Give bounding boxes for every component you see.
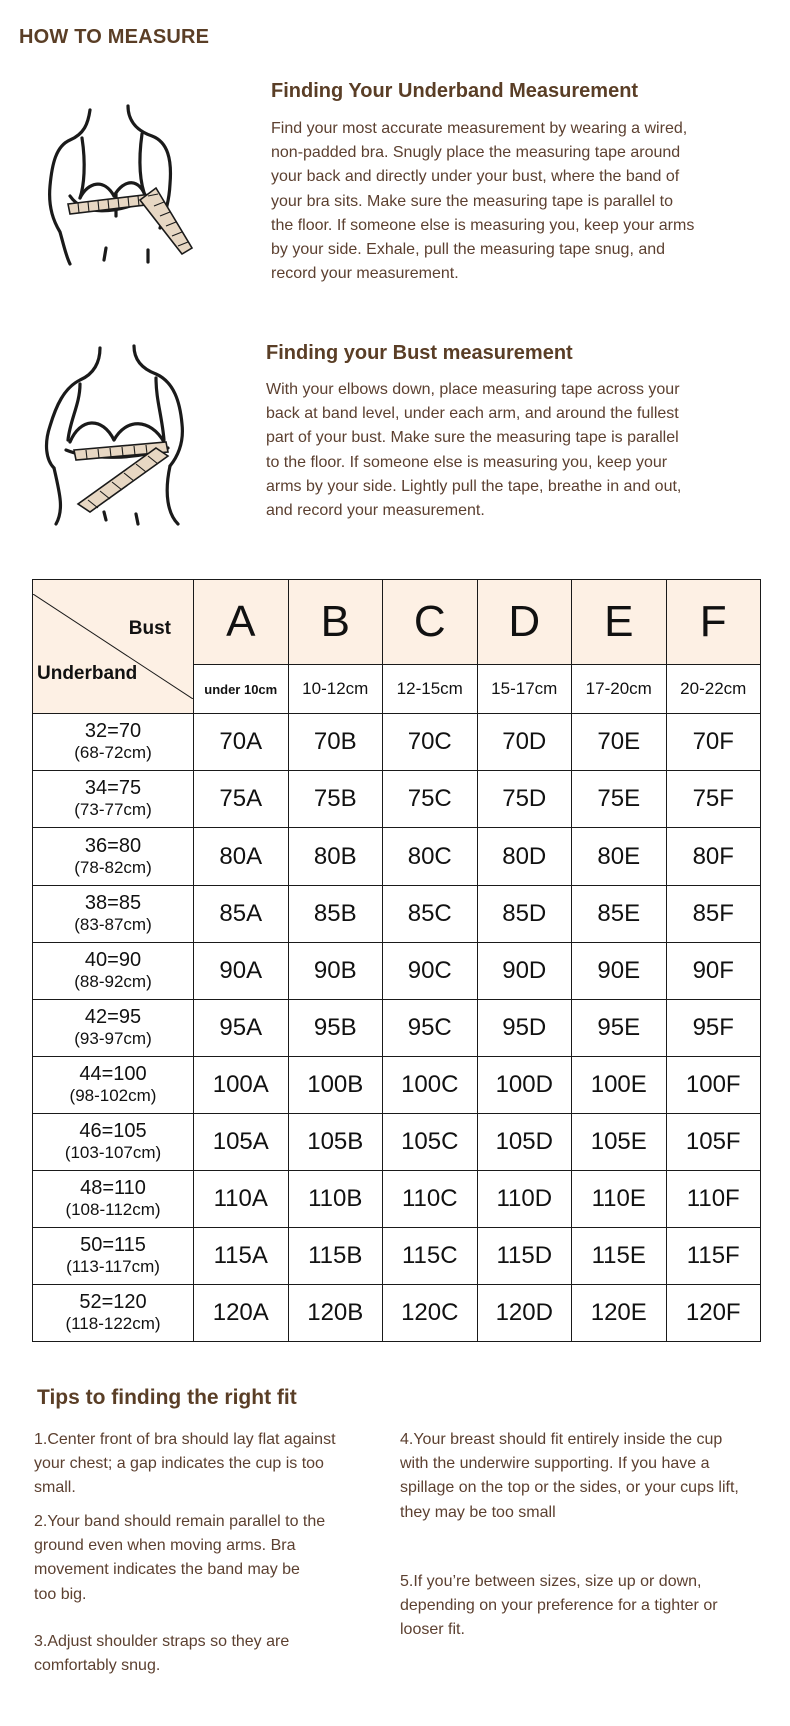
band-size: 52=120 bbox=[79, 1290, 147, 1313]
size-cell: 95D bbox=[477, 999, 572, 1056]
tip-line: ground even when moving arms. Bra bbox=[34, 1537, 296, 1555]
bra-size-chart bbox=[32, 579, 761, 1342]
band-size: 46=105 bbox=[79, 1119, 147, 1142]
size-cell: 85E bbox=[572, 885, 667, 942]
cup-range: 15-17cm bbox=[477, 664, 572, 713]
tip-line: they may be too small bbox=[400, 1503, 556, 1521]
tip-1 bbox=[34, 1428, 336, 1501]
cup-range: 10-12cm bbox=[288, 664, 383, 713]
tip-line: with the underwire supporting. If you have a bbox=[400, 1455, 710, 1473]
size-cell: 120C bbox=[383, 1284, 478, 1341]
size-cell: 70C bbox=[383, 714, 478, 771]
size-cell: 105A bbox=[194, 1113, 289, 1170]
table-corner bbox=[33, 580, 194, 714]
band-size-cm: (73-77cm) bbox=[74, 800, 152, 820]
size-cell: 75A bbox=[194, 771, 289, 828]
size-cell: 110C bbox=[383, 1170, 478, 1227]
underband-measure-illustration bbox=[44, 104, 212, 268]
band-size-cell bbox=[33, 1113, 194, 1170]
size-cell: 75B bbox=[288, 771, 383, 828]
bust-measure-illustration bbox=[40, 344, 210, 528]
tip-2 bbox=[34, 1510, 325, 1607]
band-size: 42=95 bbox=[84, 1005, 142, 1028]
size-cell: 75D bbox=[477, 771, 572, 828]
body-line: part of your bust. Make sure the measuring tape is parallel bbox=[266, 429, 679, 447]
size-cell: 90B bbox=[288, 942, 383, 999]
size-cell: 85F bbox=[666, 885, 761, 942]
size-row bbox=[33, 885, 761, 942]
size-cell: 80F bbox=[666, 828, 761, 885]
size-cell: 75E bbox=[572, 771, 667, 828]
band-size-cell bbox=[33, 999, 194, 1056]
bust-axis-label: Bust bbox=[128, 618, 171, 640]
tip-line: 3.Adjust shoulder straps so they are bbox=[34, 1633, 290, 1650]
size-cell: 105F bbox=[666, 1113, 761, 1170]
cup-header: F bbox=[666, 580, 761, 665]
size-cell: 120A bbox=[194, 1284, 289, 1341]
cup-header: E bbox=[572, 580, 667, 665]
cup-range: 12-15cm bbox=[383, 664, 478, 713]
page-title: HOW TO MEASURE bbox=[19, 26, 210, 48]
tip-line: depending on your preference for a tighter or bbox=[400, 1597, 718, 1615]
tip-line: comfortably snug. bbox=[34, 1657, 161, 1675]
size-cell: 70B bbox=[288, 714, 383, 771]
size-cell: 70E bbox=[572, 714, 667, 771]
size-cell: 75F bbox=[666, 771, 761, 828]
band-size-cm: (103-107cm) bbox=[64, 1142, 162, 1162]
bust-section-title: Finding your Bust measurement bbox=[266, 342, 573, 364]
size-cell: 70F bbox=[666, 714, 761, 771]
size-cell: 100C bbox=[383, 1056, 478, 1113]
cup-header: A bbox=[194, 580, 289, 665]
cup-header: B bbox=[288, 580, 383, 665]
body-line: to the floor. If someone else is measuring you, keep your bbox=[266, 453, 668, 471]
band-size-cm: (68-72cm) bbox=[74, 743, 152, 763]
band-size: 38=85 bbox=[84, 891, 142, 914]
band-size-cell bbox=[33, 942, 194, 999]
band-size-cell bbox=[33, 1170, 194, 1227]
size-cell: 100D bbox=[477, 1056, 572, 1113]
tip-3 bbox=[34, 1630, 289, 1678]
size-cell: 95B bbox=[288, 999, 383, 1056]
size-cell: 85D bbox=[477, 885, 572, 942]
underband-section-title: Finding Your Underband Measurement bbox=[271, 80, 639, 102]
size-cell: 95E bbox=[572, 999, 667, 1056]
size-row bbox=[33, 999, 761, 1056]
body-line: record your measurement. bbox=[271, 265, 459, 283]
size-cell: 90F bbox=[666, 942, 761, 999]
size-cell: 95F bbox=[666, 999, 761, 1056]
size-cell: 115A bbox=[194, 1227, 289, 1284]
band-size-cell bbox=[33, 1227, 194, 1284]
size-cell: 110A bbox=[194, 1170, 289, 1227]
size-cell: 80E bbox=[572, 828, 667, 885]
size-cell: 70D bbox=[477, 714, 572, 771]
body-line: non-padded bra. Snugly place the measuring tape around bbox=[271, 144, 681, 162]
band-size-cm: (88-92cm) bbox=[74, 971, 152, 991]
size-cell: 90E bbox=[572, 942, 667, 999]
size-cell: 115D bbox=[477, 1227, 572, 1284]
body-line: your bra sits. Make sure the measuring tape is parallel to bbox=[271, 192, 673, 210]
size-cell: 100B bbox=[288, 1056, 383, 1113]
underband-section-body bbox=[271, 117, 694, 286]
size-cell: 120D bbox=[477, 1284, 572, 1341]
cup-letter-row bbox=[33, 580, 761, 665]
tip-line: 2.Your band should remain parallel to the bbox=[34, 1513, 326, 1530]
size-row bbox=[33, 1227, 761, 1284]
band-size-cell bbox=[33, 1056, 194, 1113]
cup-range: 17-20cm bbox=[572, 664, 667, 713]
band-size-cm: (118-122cm) bbox=[65, 1313, 161, 1333]
size-cell: 80C bbox=[383, 828, 478, 885]
body-line: by your side. Exhale, pull the measuring tape snug, and bbox=[271, 241, 666, 259]
size-cell: 105E bbox=[572, 1113, 667, 1170]
body-line: Find your most accurate measurement by wearing a wired, bbox=[271, 120, 688, 137]
size-cell: 110E bbox=[572, 1170, 667, 1227]
tip-line: 4.Your breast should fit entirely inside the cup bbox=[400, 1431, 723, 1448]
size-cell: 105B bbox=[288, 1113, 383, 1170]
band-size: 32=70 bbox=[84, 720, 142, 743]
tip-line: spillage on the top or the sides, or your cups lift, bbox=[400, 1479, 739, 1497]
band-size-cell bbox=[33, 771, 194, 828]
size-cell: 90C bbox=[383, 942, 478, 999]
body-line: and record your measurement. bbox=[266, 502, 485, 520]
tip-line: movement indicates the band may be bbox=[34, 1561, 300, 1579]
cup-range: under 10cm bbox=[194, 664, 289, 713]
size-cell: 115C bbox=[383, 1227, 478, 1284]
size-cell: 110D bbox=[477, 1170, 572, 1227]
band-size: 40=90 bbox=[84, 948, 142, 971]
tip-line: too big. bbox=[34, 1585, 87, 1603]
band-size: 36=80 bbox=[84, 834, 142, 857]
band-size-cm: (113-117cm) bbox=[66, 1256, 160, 1276]
size-row bbox=[33, 1113, 761, 1170]
size-cell: 100A bbox=[194, 1056, 289, 1113]
size-row bbox=[33, 942, 761, 999]
size-cell: 110B bbox=[288, 1170, 383, 1227]
size-cell: 120E bbox=[572, 1284, 667, 1341]
body-line: your back and directly under your bust, where the band of bbox=[271, 168, 680, 186]
body-line: With your elbows down, place measuring tape across your bbox=[266, 381, 680, 398]
tips-title: Tips to finding the right fit bbox=[37, 1386, 297, 1409]
size-cell: 70A bbox=[194, 714, 289, 771]
cup-header: C bbox=[383, 580, 478, 665]
body-line: back at band level, under each arm, and around the fullest bbox=[266, 405, 679, 423]
size-cell: 105C bbox=[383, 1113, 478, 1170]
band-size-cell bbox=[33, 1284, 194, 1341]
size-cell: 80D bbox=[477, 828, 572, 885]
band-size: 34=75 bbox=[84, 777, 142, 800]
bust-section-body bbox=[266, 378, 681, 523]
band-size-cm: (98-102cm) bbox=[69, 1085, 157, 1105]
size-cell: 95A bbox=[194, 999, 289, 1056]
tip-line: small. bbox=[34, 1479, 76, 1497]
size-row bbox=[33, 771, 761, 828]
band-size-cm: (108-112cm) bbox=[65, 1199, 161, 1219]
size-cell: 95C bbox=[383, 999, 478, 1056]
band-size-cm: (78-82cm) bbox=[74, 857, 152, 877]
tip-line: your chest; a gap indicates the cup is too bbox=[34, 1455, 324, 1473]
band-size-cm: (83-87cm) bbox=[74, 914, 152, 934]
tip-4 bbox=[400, 1428, 739, 1525]
size-cell: 75C bbox=[383, 771, 478, 828]
size-cell: 80A bbox=[194, 828, 289, 885]
size-cell: 100F bbox=[666, 1056, 761, 1113]
size-cell: 90D bbox=[477, 942, 572, 999]
size-cell: 120F bbox=[666, 1284, 761, 1341]
size-cell: 115F bbox=[666, 1227, 761, 1284]
band-size-cell bbox=[33, 828, 194, 885]
band-size: 48=110 bbox=[80, 1176, 146, 1199]
band-size: 44=100 bbox=[79, 1062, 147, 1085]
underband-axis-label: Underband bbox=[37, 663, 138, 685]
size-cell: 85A bbox=[194, 885, 289, 942]
tip-line: 1.Center front of bra should lay flat against bbox=[34, 1431, 336, 1448]
tip-line: looser fit. bbox=[400, 1621, 465, 1639]
size-cell: 115E bbox=[572, 1227, 667, 1284]
body-line: arms by your side. Lightly pull the tape, breathe in and out, bbox=[266, 477, 682, 495]
size-row bbox=[33, 828, 761, 885]
size-cell: 110F bbox=[666, 1170, 761, 1227]
size-cell: 80B bbox=[288, 828, 383, 885]
size-cell: 90A bbox=[194, 942, 289, 999]
body-line: the floor. If someone else is measuring you, keep your arms bbox=[271, 216, 695, 234]
cup-range: 20-22cm bbox=[666, 664, 761, 713]
size-row bbox=[33, 1056, 761, 1113]
band-size: 50=115 bbox=[80, 1233, 146, 1256]
tip-line: 5.If you’re between sizes, size up or down, bbox=[400, 1573, 702, 1590]
band-size-cm: (93-97cm) bbox=[74, 1028, 152, 1048]
size-row bbox=[33, 1170, 761, 1227]
size-row bbox=[33, 1284, 761, 1341]
size-cell: 105D bbox=[477, 1113, 572, 1170]
size-cell: 115B bbox=[288, 1227, 383, 1284]
size-row bbox=[33, 714, 761, 771]
band-size-cell bbox=[33, 714, 194, 771]
band-size-cell bbox=[33, 885, 194, 942]
tip-5 bbox=[400, 1570, 718, 1643]
cup-header: D bbox=[477, 580, 572, 665]
size-cell: 100E bbox=[572, 1056, 667, 1113]
size-cell: 120B bbox=[288, 1284, 383, 1341]
size-cell: 85B bbox=[288, 885, 383, 942]
size-cell: 85C bbox=[383, 885, 478, 942]
